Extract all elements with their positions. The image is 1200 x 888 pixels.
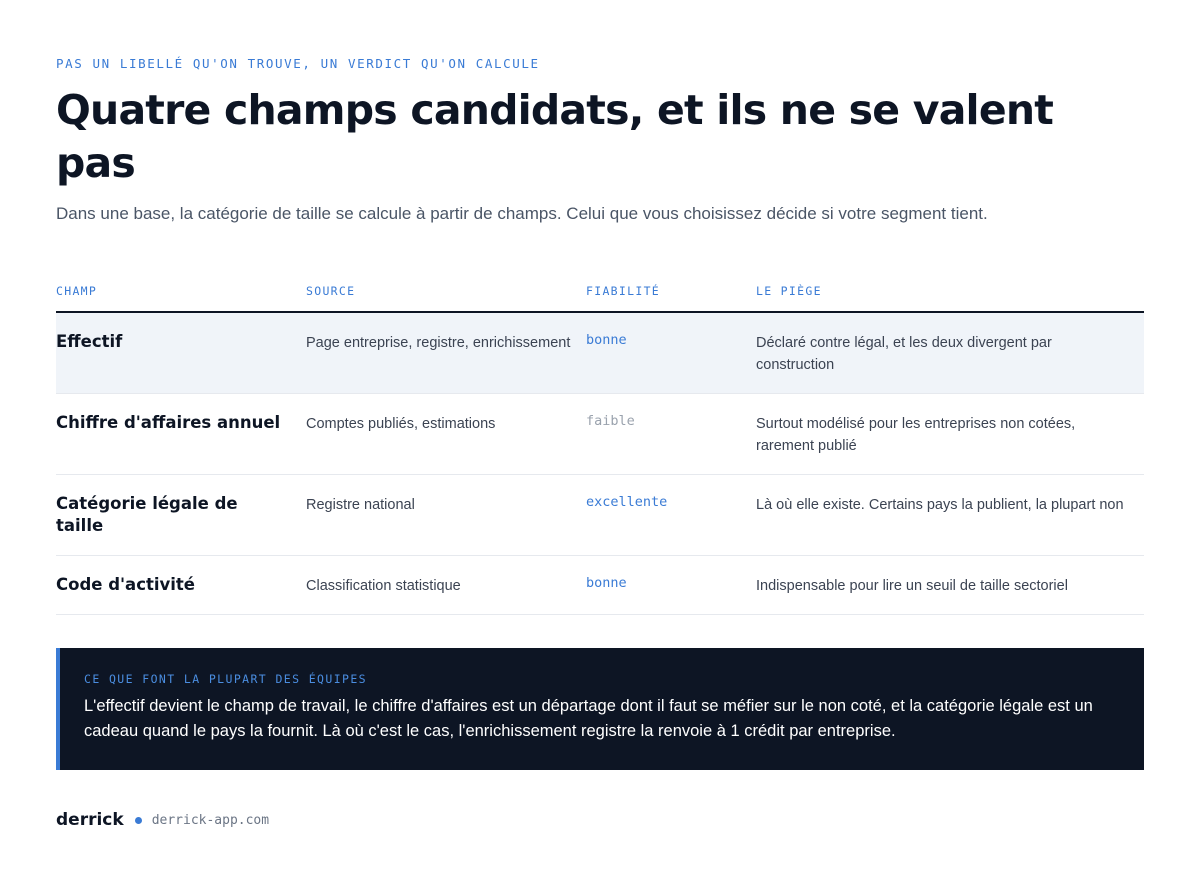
- field-name: Catégorie légale de taille: [56, 494, 238, 535]
- field-trap: Déclaré contre légal, et les deux divergent par construction: [756, 335, 1052, 373]
- field-source: Registre national: [306, 497, 415, 513]
- field-name: Chiffre d'affaires annuel: [56, 413, 281, 432]
- header-source: SOURCE: [306, 284, 356, 298]
- eyebrow: PAS UN LIBELLÉ QU'ON TROUVE, UN VERDICT QU'ON CALCULE: [56, 56, 540, 71]
- reliability-badge: bonne: [586, 575, 627, 591]
- header-piege: LE PIÈGE: [756, 284, 822, 298]
- header-champ: CHAMP: [56, 284, 98, 298]
- table-header: [56, 278, 1144, 313]
- callout-label: CE QUE FONT LA PLUPART DES ÉQUIPES: [84, 672, 368, 686]
- reliability-badge: bonne: [586, 332, 627, 348]
- field-source: Page entreprise, registre, enrichissement: [306, 335, 571, 351]
- fields-table: [56, 278, 1144, 615]
- brand-logo: derrick: [56, 810, 124, 830]
- table-row: [56, 556, 1144, 615]
- table-row: [56, 313, 1144, 394]
- field-trap: Indispensable pour lire un seuil de taille sectoriel: [756, 578, 1068, 594]
- field-trap: Surtout modélisé pour les entreprises non cotées, rarement publié: [756, 416, 1076, 454]
- page-title: Quatre champs candidats, et ils ne se valent pas: [56, 86, 1054, 187]
- reliability-badge: faible: [586, 413, 635, 429]
- header-fiabilite: FIABILITÉ: [586, 284, 661, 298]
- field-trap: Là où elle existe. Certains pays la publient, la plupart non: [756, 497, 1124, 513]
- page-subtitle: Dans une base, la catégorie de taille se calcule à partir de champs. Celui que vous choisissez décide si votre segment tient.: [56, 204, 988, 223]
- table-row: [56, 475, 1144, 556]
- reliability-badge: excellente: [586, 494, 668, 510]
- site-url: derrick-app.com: [151, 812, 270, 828]
- table-row: [56, 394, 1144, 475]
- callout-box: [56, 648, 1144, 770]
- field-source: Classification statistique: [306, 578, 461, 594]
- field-name: Code d'activité: [56, 575, 196, 594]
- footer: [56, 810, 269, 830]
- field-source: Comptes publiés, estimations: [306, 416, 496, 432]
- field-name: Effectif: [56, 332, 123, 351]
- callout-text: L'effectif devient le champ de travail, le chiffre d'affaires est un départage dont il faut se méfier sur le non coté, et la catégorie légale est un cadeau quand le pays la fournit. Là où c'est le cas, l'enrichissement registre la renvoie à 1 crédit par entreprise.: [84, 697, 1093, 740]
- separator-dot-icon: [135, 817, 142, 824]
